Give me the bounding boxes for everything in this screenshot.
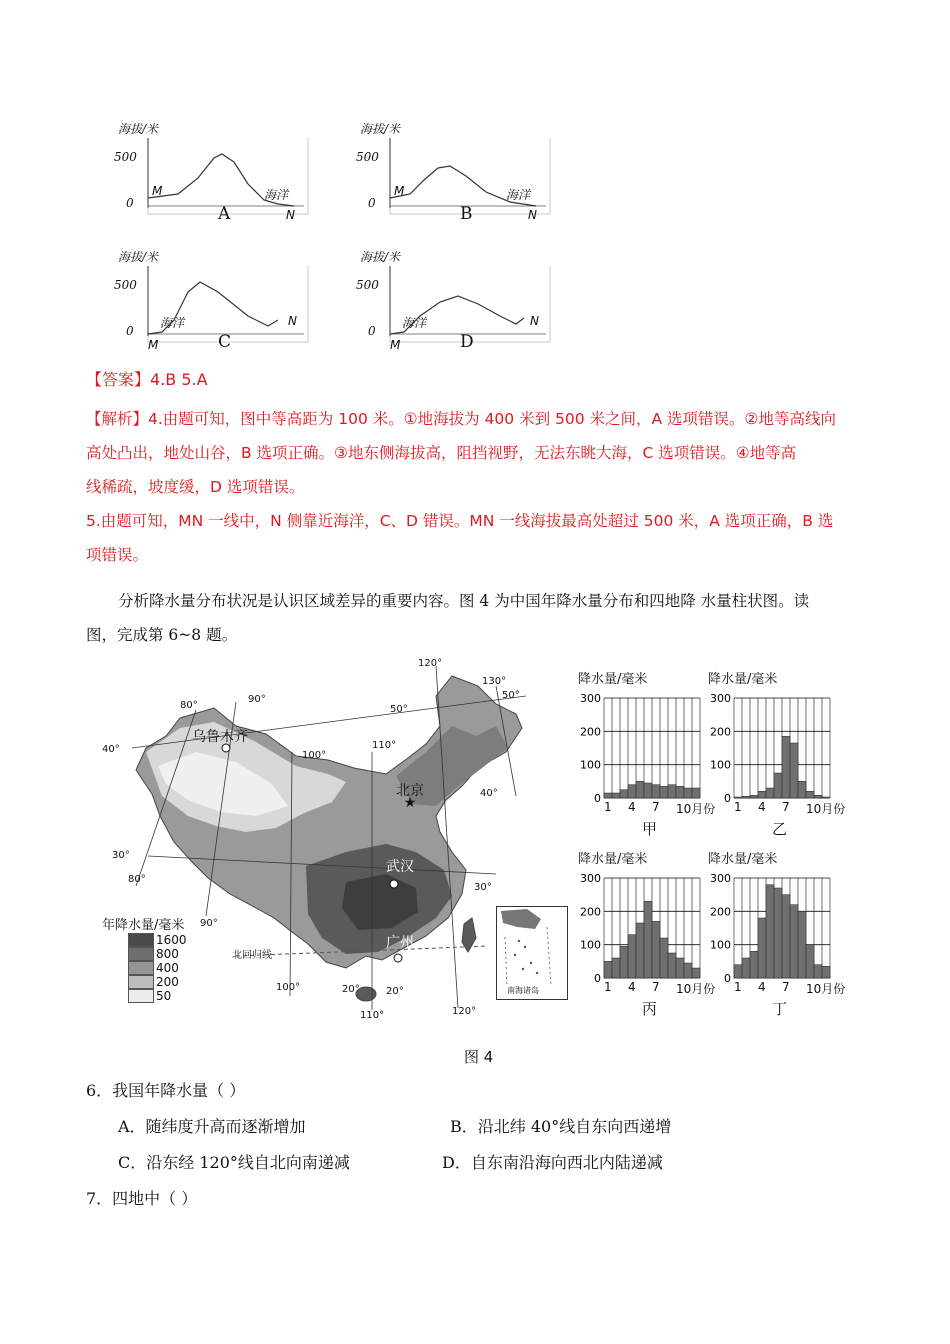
profile-panel-b [356, 122, 550, 224]
chart-title: 丁 [772, 1000, 788, 1018]
chart-y-label: 降水量/毫米 [578, 852, 648, 867]
legend-row [102, 961, 212, 975]
chart-title: 乙 [772, 820, 788, 838]
legend-row [102, 947, 212, 961]
profile-y-tick-500: 500 [114, 278, 137, 292]
q6-option-a[interactable]: A．随纬度升高而逐渐增加 [118, 1117, 306, 1136]
lat-label: 40° [480, 788, 498, 799]
chart-y-tick: 200 [580, 905, 601, 919]
lon-label: 120° [452, 1006, 477, 1017]
precip-bar [644, 783, 652, 798]
analysis-line-3: 线稀疏，坡度缓，D 选项错误。 [86, 478, 305, 496]
chart-x-tick: 10月份 [806, 802, 846, 816]
legend-row [102, 933, 212, 947]
question-7-stem: 7．四地中（ ） [86, 1189, 198, 1208]
precip-bar [734, 965, 742, 978]
precip-bar [806, 945, 814, 978]
chart-y-label: 降水量/毫米 [708, 672, 778, 687]
analysis-block [86, 402, 886, 572]
chart-x-tick: 7 [652, 800, 660, 814]
precip-bar [742, 796, 750, 798]
chart-y-tick: 200 [710, 905, 731, 919]
precip-bar [822, 797, 830, 798]
chart-x-tick: 4 [628, 800, 636, 814]
precip-bar [814, 965, 822, 978]
profile-y-tick-0: 0 [126, 196, 134, 210]
city-label-wuhan: 武汉 [386, 859, 414, 875]
precip-bar [750, 951, 758, 978]
chart-y-tick: 0 [594, 972, 601, 985]
profile-y-tick-500: 500 [114, 150, 137, 164]
lon-label: 80° [128, 874, 146, 885]
profile-y-label: 海拔/米 [360, 122, 401, 136]
legend-swatch [128, 933, 154, 947]
tropic-label: 北回归线 [232, 950, 272, 961]
precip-bar [822, 966, 830, 978]
precip-bar [636, 923, 644, 978]
profile-point-m: M [152, 184, 163, 198]
precip-bar [652, 921, 660, 978]
precip-bar [668, 785, 676, 798]
profile-y-label: 海拔/米 [360, 250, 401, 264]
profile-point-n: N [288, 314, 297, 328]
chart-title: 甲 [642, 820, 658, 838]
profile-sea-label: 海洋 [402, 316, 427, 330]
chart-x-tick: 4 [758, 980, 766, 994]
precip-bar [612, 958, 620, 978]
chart-y-tick: 0 [724, 792, 731, 805]
chart-x-tick: 1 [734, 980, 742, 994]
precip-bar [660, 938, 668, 978]
lon-label: 90° [200, 918, 218, 929]
precip-bar [742, 958, 750, 978]
lon-label: 130° [482, 676, 507, 687]
precip-bar [798, 781, 806, 798]
profile-y-tick-500: 500 [356, 278, 379, 292]
profile-panel-d [356, 250, 550, 352]
chart-x-tick: 1 [604, 800, 612, 814]
chart-x-tick: 10月份 [806, 982, 846, 996]
precip-bar [774, 773, 782, 798]
profile-y-label: 海拔/米 [118, 250, 159, 264]
precip-bar [790, 743, 798, 798]
precip-bar [782, 895, 790, 978]
chart-x-tick: 4 [758, 800, 766, 814]
precip-chart-4 [696, 844, 846, 1020]
precip-bar [620, 946, 628, 978]
lat-label: 30° [474, 882, 492, 893]
chart-y-tick: 200 [710, 725, 731, 739]
profile-point-n: N [528, 208, 537, 222]
legend-rows [102, 933, 212, 1003]
lon-label: 120° [418, 658, 443, 669]
chart-y-tick: 100 [580, 938, 601, 952]
chart-y-tick: 300 [710, 872, 731, 885]
profile-y-tick-0: 0 [126, 324, 134, 338]
chart-y-tick: 0 [724, 972, 731, 985]
chart-y-tick: 0 [594, 792, 601, 805]
lat-label: 50° [502, 690, 520, 701]
chart-y-tick: 100 [580, 758, 601, 772]
precip-bar [660, 786, 668, 798]
precip-bar [750, 795, 758, 798]
wuhan-dot [390, 880, 398, 888]
profile-y-tick-500: 500 [356, 150, 379, 164]
precip-bar [644, 901, 652, 978]
analysis-line-4: 5.由题可知，MN 一线中，N 侧靠近海洋，C、D 错误。MN 一线海拔最高处超过 500 米，A 选项正确，B 选 [86, 512, 834, 530]
lat-label: 20° [386, 986, 404, 997]
profile-y-label: 海拔/米 [118, 122, 159, 136]
profile-point-m: M [394, 184, 405, 198]
precip-bar [684, 788, 692, 798]
lon-label: 110° [360, 1010, 385, 1021]
lat-label: 40° [102, 744, 120, 755]
lat-label: 50° [390, 704, 408, 715]
precip-bar [766, 788, 774, 798]
beijing-star: ★ [403, 795, 417, 811]
precip-bar [604, 961, 612, 978]
legend-row [102, 975, 212, 989]
precip-bar [612, 793, 620, 798]
map-legend [102, 914, 212, 1003]
profile-panel-c [114, 250, 308, 352]
precip-bar [806, 791, 814, 798]
guangzhou-dot [394, 954, 402, 962]
precip-bar [766, 885, 774, 978]
chart-y-tick: 100 [710, 938, 731, 952]
intro-paragraph [86, 584, 886, 652]
lon-label: 100° [276, 982, 301, 993]
q6-option-c[interactable]: C．沿东经 120°线自北向南递减 [118, 1153, 350, 1172]
profile-point-m: M [390, 338, 401, 352]
legend-value: 50 [156, 989, 172, 1003]
profile-point-n: N [530, 314, 539, 328]
chart-title: 丙 [642, 1000, 658, 1018]
lon-label: 90° [248, 694, 266, 705]
chart-y-label: 降水量/毫米 [708, 852, 778, 867]
chart-x-tick: 7 [782, 800, 790, 814]
precip-bar [734, 797, 742, 798]
answer-text: 4.B 5.A [150, 370, 208, 389]
profile-point-n: N [286, 208, 295, 222]
chart-x-tick: 10月份 [676, 802, 716, 816]
profile-sea-label: 海洋 [506, 188, 531, 202]
profile-sea-label: 海洋 [264, 188, 289, 202]
q6-option-d[interactable]: D．自东南沿海向西北内陆递减 [442, 1153, 663, 1172]
legend-row [102, 989, 212, 1003]
precip-bar [676, 786, 684, 798]
legend-value: 1600 [156, 933, 187, 947]
profile-letter: B [460, 204, 473, 224]
answer-line [86, 368, 208, 392]
precip-bar [684, 963, 692, 978]
profile-y-tick-0: 0 [368, 196, 376, 210]
legend-title: 年降水量/毫米 [102, 918, 185, 933]
lat-label: 20° [342, 984, 360, 995]
figure-caption: 图 4 [464, 1048, 494, 1066]
precip-bar [668, 953, 676, 978]
legend-value: 800 [156, 947, 179, 961]
precip-bar [604, 793, 612, 798]
legend-swatch [128, 989, 154, 1003]
profile-sea-label: 海洋 [160, 316, 185, 330]
precipitation-bar-charts [566, 664, 856, 1024]
question-6-stem: 6．我国年降水量（ ） [86, 1081, 246, 1100]
legend-value: 400 [156, 961, 179, 975]
south-china-sea-inset [496, 906, 568, 1000]
legend-value: 200 [156, 975, 179, 989]
city-label-guangzhou: 广州 [386, 935, 414, 951]
precip-bar [636, 781, 644, 798]
precip-bar [782, 736, 790, 798]
precip-bar [628, 935, 636, 978]
city-label-beijing: 北京 [396, 783, 424, 799]
answer-label: 【答案】 [86, 370, 151, 389]
profile-letter: D [460, 332, 474, 352]
city-label-urumqi: 乌鲁木齐 [192, 729, 248, 745]
profile-letter: A [218, 204, 231, 224]
chart-y-tick: 300 [580, 872, 601, 885]
chart-x-tick: 1 [734, 800, 742, 814]
china-precipitation-map [96, 656, 539, 1024]
legend-swatch [128, 961, 154, 975]
chart-y-label: 降水量/毫米 [578, 672, 648, 687]
chart-y-tick: 100 [710, 758, 731, 772]
intro-line-2: 图，完成第 6~8 题。 [86, 626, 238, 644]
chart-y-tick: 300 [580, 692, 601, 705]
precip-chart-2 [696, 664, 846, 840]
lat-label: 30° [112, 850, 130, 861]
precip-bar [790, 905, 798, 978]
legend-swatch [128, 947, 154, 961]
precip-bar [774, 888, 782, 978]
precip-bar [652, 785, 660, 798]
precip-bar [676, 958, 684, 978]
q6-option-b[interactable]: B．沿北纬 40°线自东向西递增 [450, 1117, 672, 1136]
precip-bar [628, 785, 636, 798]
precip-bar [758, 918, 766, 978]
profile-letter: C [218, 332, 232, 352]
profile-y-tick-0: 0 [368, 324, 376, 338]
precip-chart-1 [566, 664, 716, 840]
analysis-line-1: 4.由题可知，图中等高距为 100 米。①地海拔为 400 米到 500 米之间，A 选项错误。②地等高线向 [148, 410, 836, 428]
profile-point-m: M [148, 338, 159, 352]
precip-bar [758, 791, 766, 798]
chart-x-tick: 1 [604, 980, 612, 994]
chart-x-tick: 7 [782, 980, 790, 994]
lon-label: 100° [302, 750, 327, 761]
lon-label: 110° [372, 740, 397, 751]
inset-label: 南海诸岛 [507, 986, 539, 995]
chart-x-tick: 10月份 [676, 982, 716, 996]
lon-label: 80° [180, 700, 198, 711]
analysis-label: 【解析】 [86, 410, 149, 428]
precip-chart-3 [566, 844, 716, 1020]
precip-bar [814, 795, 822, 798]
profile-panel-a [114, 122, 308, 224]
legend-swatch [128, 975, 154, 989]
precip-bar [620, 790, 628, 798]
chart-x-tick: 7 [652, 980, 660, 994]
chart-y-tick: 200 [580, 725, 601, 739]
chart-x-tick: 4 [628, 980, 636, 994]
analysis-line-5: 项错误。 [86, 546, 149, 564]
analysis-line-2: 高处凸出，地处山谷，B 选项正确。③地东侧海拔高，阻挡视野，无法东眺大海，C 选项错误。④地等高 [86, 444, 797, 462]
chart-y-tick: 300 [710, 692, 731, 705]
precip-bar [798, 911, 806, 978]
intro-line-1: 分析降水量分布状况是认识区域差异的重要内容。图 4 为中国年降水量分布和四地降 水量柱状图。读 [118, 592, 810, 610]
